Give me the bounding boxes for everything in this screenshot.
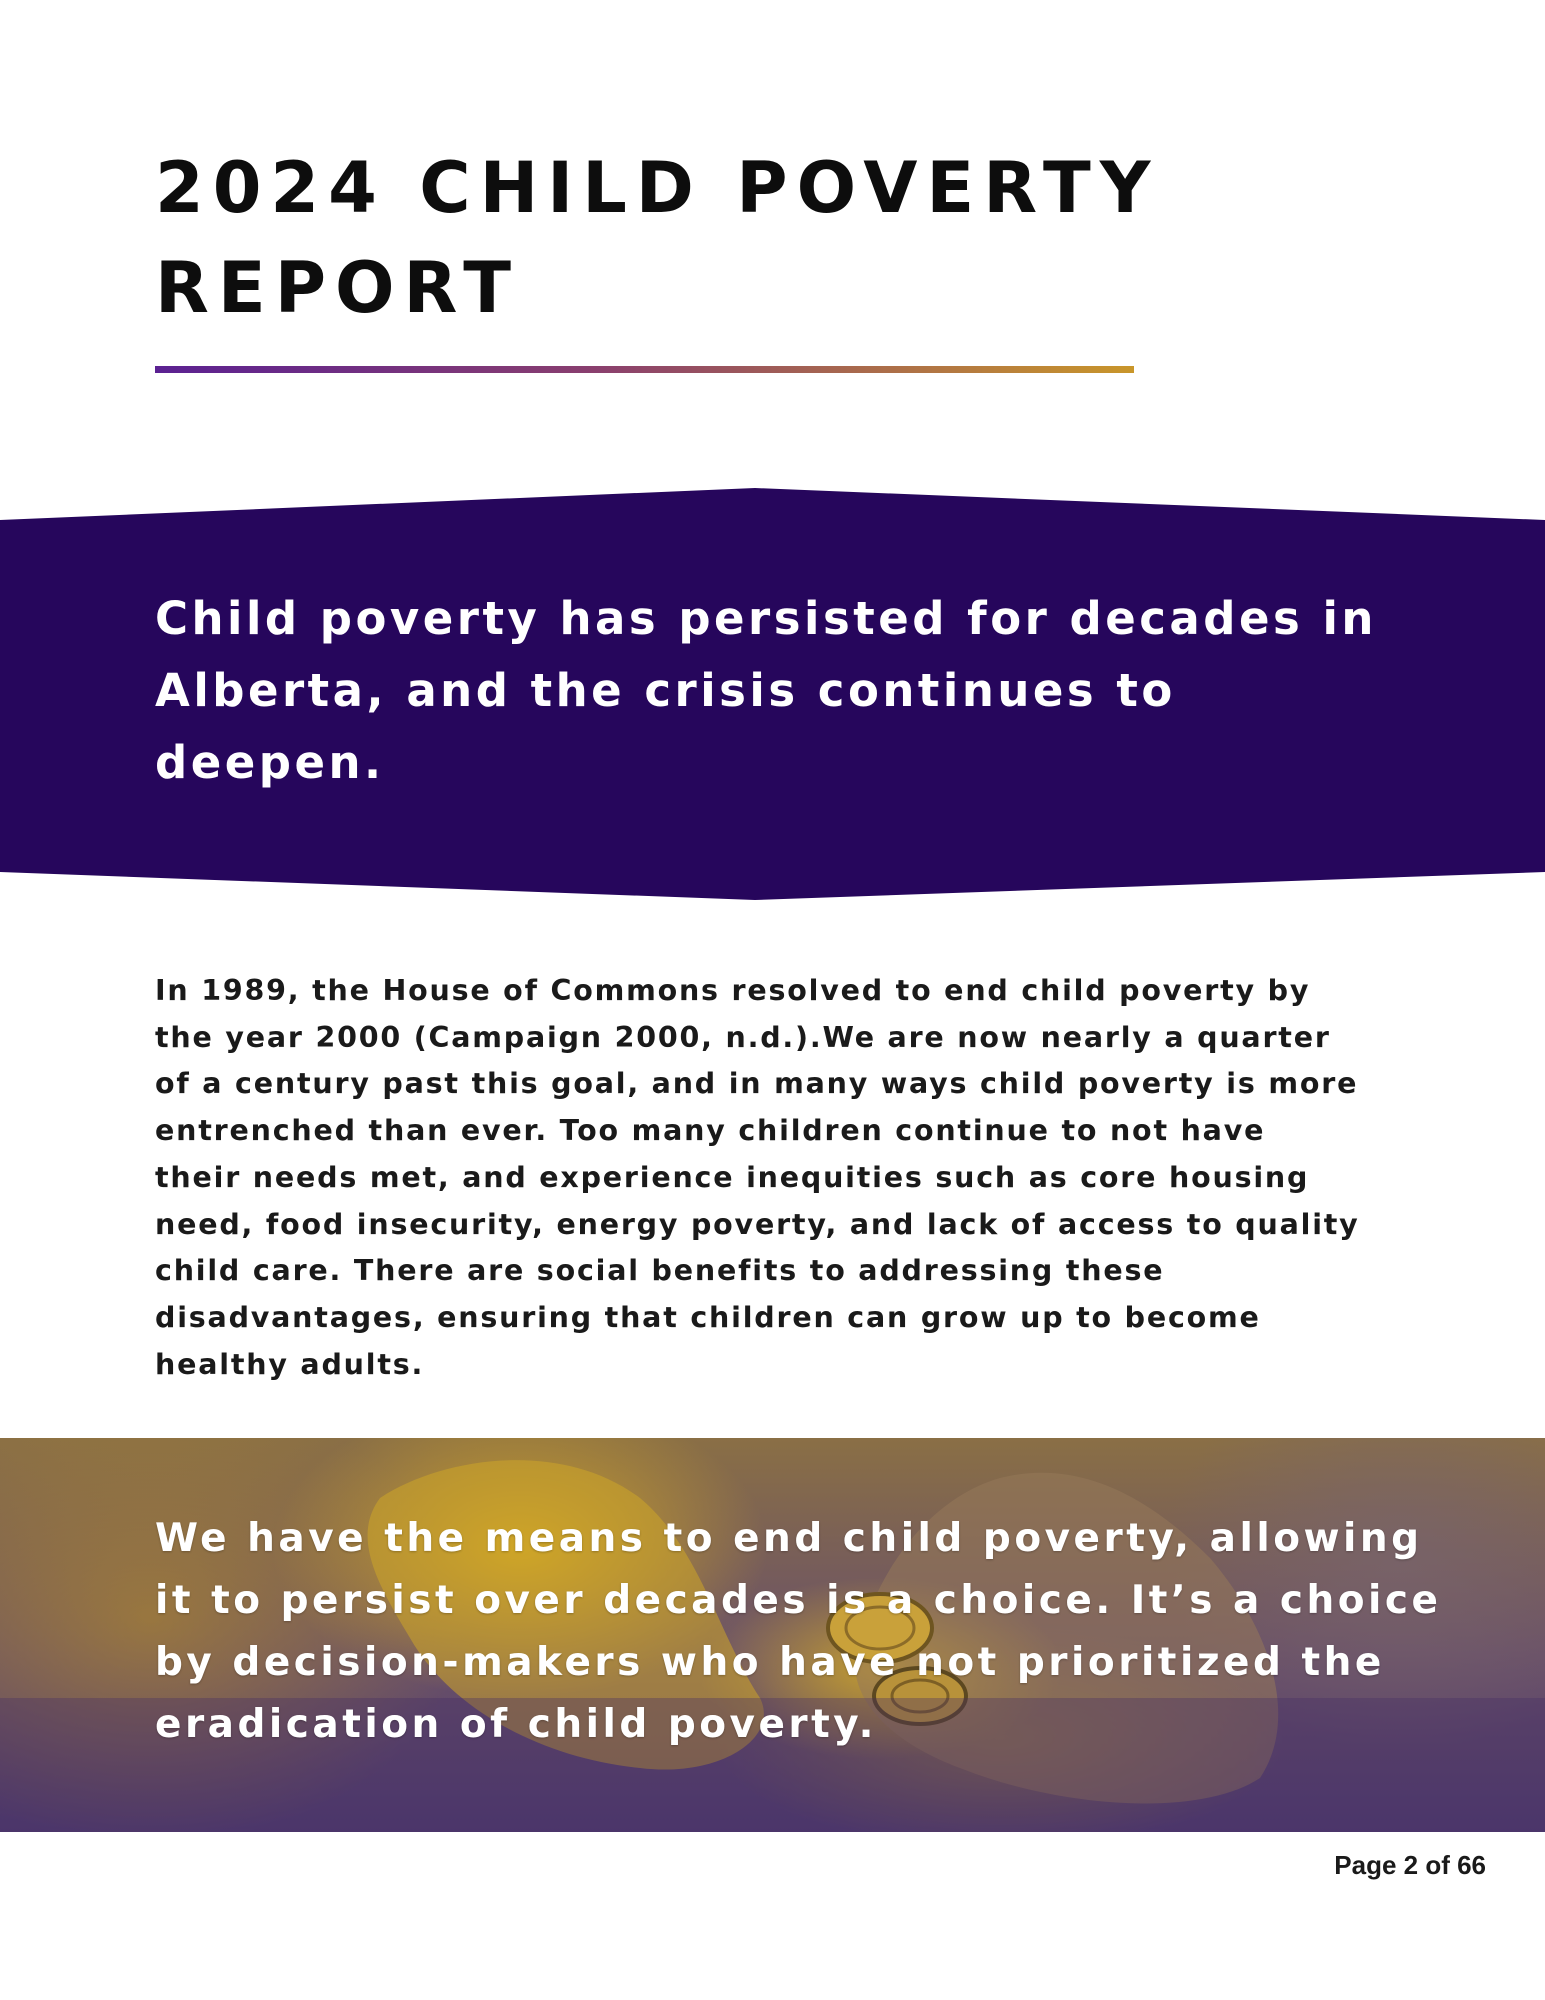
title-underline-divider: [155, 366, 1134, 373]
callout-line-3: by decision-makers who have not prioritized the: [155, 1640, 1385, 1685]
banner-line-2: Alberta, and the crisis continues to: [155, 664, 1176, 717]
intro-paragraph: [155, 968, 1415, 1388]
callout-statement: [155, 1508, 1455, 1756]
paragraph-line: In 1989, the House of Commons resolved to end child poverty by: [155, 974, 1311, 1007]
callout-line-1: We have the means to end child poverty, allowing: [155, 1516, 1423, 1561]
banner-statement: [155, 583, 1395, 799]
report-title-line-2: REPORT: [155, 247, 521, 329]
report-title-line-1: 2024 CHILD POVERTY: [155, 147, 1160, 229]
callout-line-2: it to persist over decades is a choice. It’s a choice: [155, 1578, 1442, 1623]
paragraph-line: need, food insecurity, energy poverty, and lack of access to quality: [155, 1207, 1360, 1241]
paragraph-line: child care. There are social benefits to addressing these: [155, 1254, 1165, 1288]
callout-line-4: eradication of child poverty.: [155, 1702, 877, 1747]
report-title: [155, 138, 1255, 338]
banner-line-1: Child poverty has persisted for decades in: [155, 592, 1377, 645]
paragraph-line: their needs met, and experience inequities such as core housing: [155, 1160, 1310, 1194]
banner-line-3: deepen.: [155, 736, 385, 789]
paragraph-line: of a century past this goal, and in many ways child poverty is more: [155, 1067, 1359, 1101]
paragraph-line: the year 2000 (Campaign 2000, n.d.).We are now nearly a quarter: [155, 1020, 1331, 1054]
paragraph-line: healthy adults.: [155, 1347, 425, 1381]
page-number: Page 2 of 66: [1334, 1850, 1486, 1880]
paragraph-line: disadvantages, ensuring that children can grow up to become: [155, 1300, 1261, 1334]
hands-with-coins-photo: [0, 1438, 1545, 1832]
paragraph-line: entrenched than ever. Too many children continue to not have: [155, 1114, 1266, 1148]
